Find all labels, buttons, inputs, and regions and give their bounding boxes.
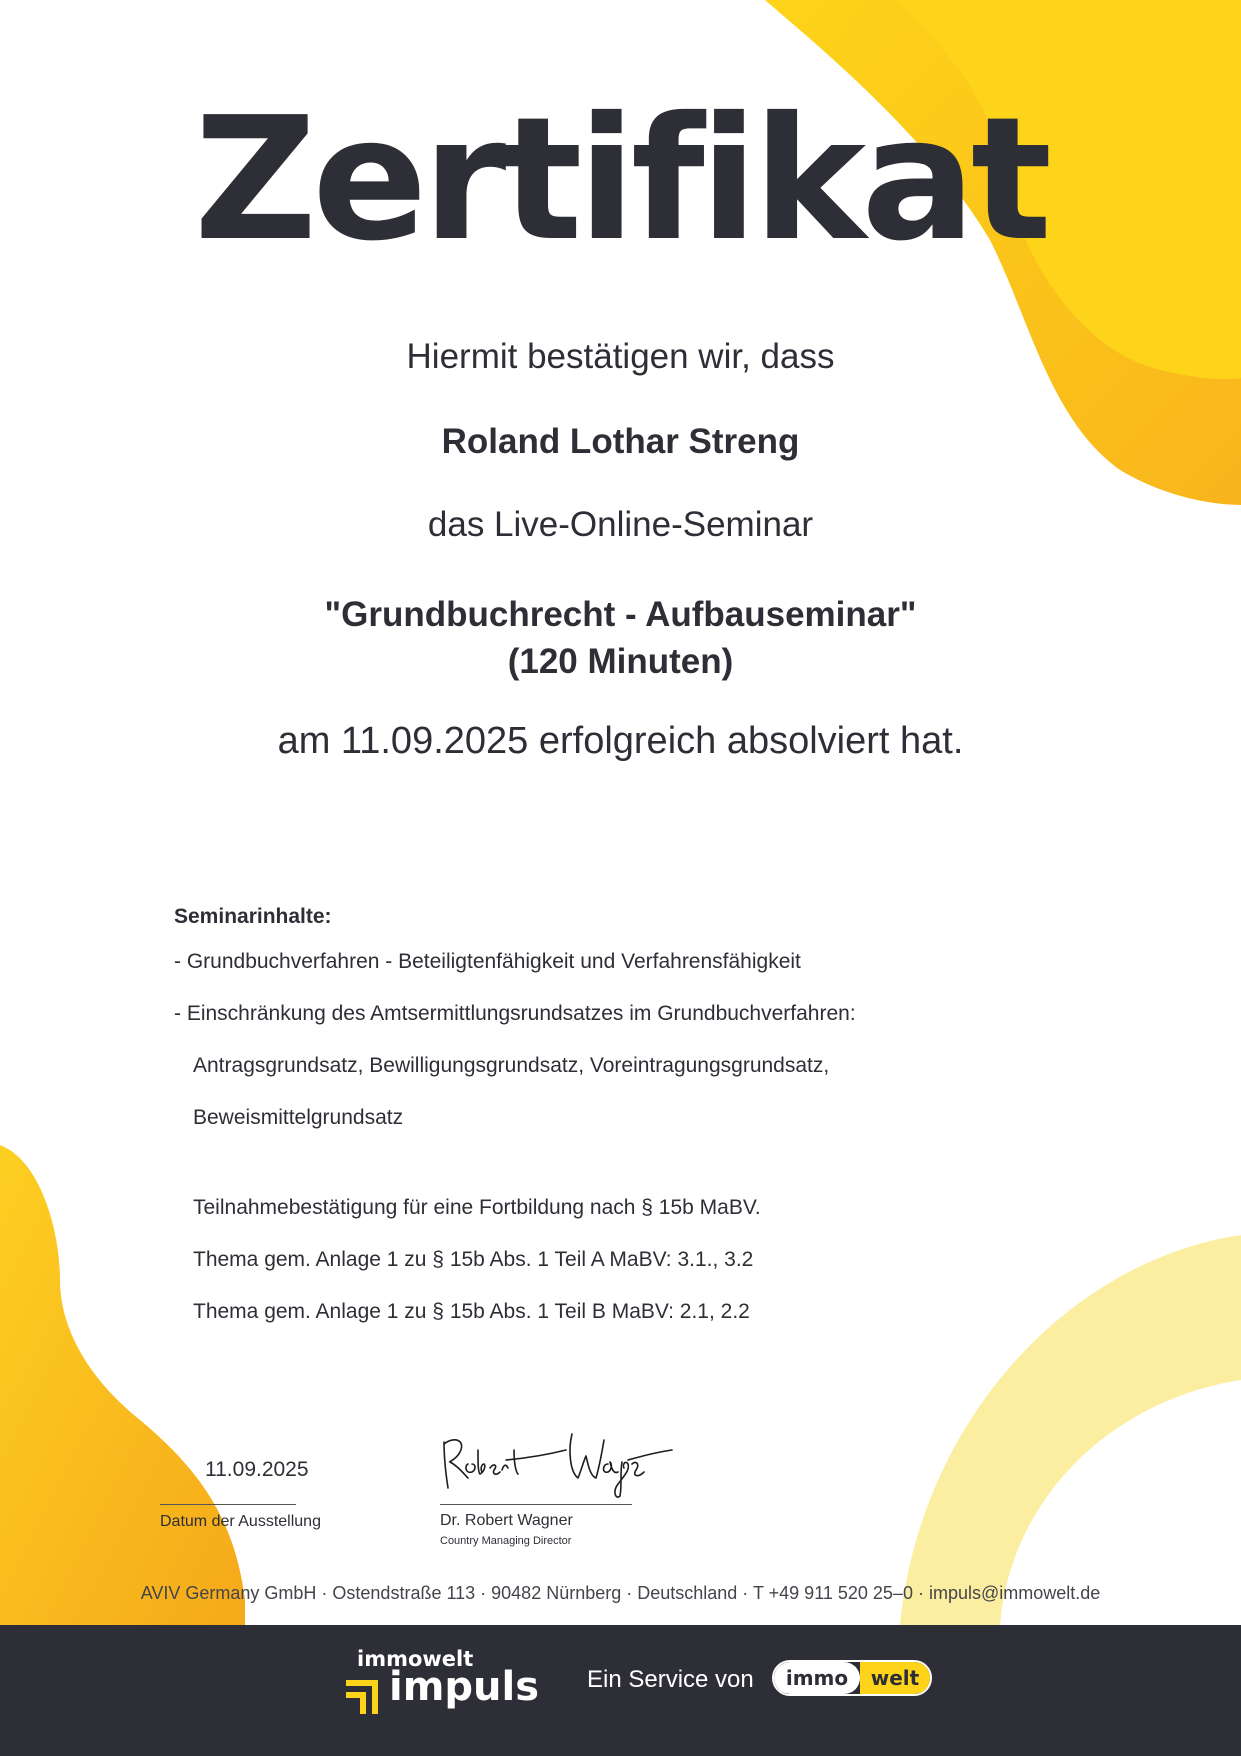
certificate-title: Zertifikat [193,81,1048,279]
content-item: Beweismittelgrundsatz [193,1106,404,1129]
seminar-title: "Grundbuchrecht - Aufbauseminar" [324,595,917,634]
issue-date-line [160,1504,296,1505]
training-note: Thema gem. Anlage 1 zu § 15b Abs. 1 Teil B MaBV: 2.1, 2.2 [193,1300,750,1323]
seminar-title-block [0,591,1241,685]
badge-left-text: immo [774,1662,860,1694]
signature-image [432,1420,677,1505]
content-item: - Grundbuchverfahren - Beteiligtenfähigkeit und Verfahrensfähigkeit [174,950,801,973]
footer-bar [0,1625,1241,1756]
seminar-contents [174,905,1074,1349]
training-note: Thema gem. Anlage 1 zu § 15b Abs. 1 Teil A MaBV: 3.1., 3.2 [193,1248,754,1271]
signer-role: Country Managing Director [440,1535,572,1547]
completion-text: am 11.09.2025 erfolgreich absolviert hat. [277,720,964,762]
signer-name: Dr. Robert Wagner [440,1512,573,1529]
immowelt-badge [772,1660,932,1696]
signature-line [440,1504,632,1505]
service-text: Ein Service von [587,1666,754,1693]
impuls-logo-icon [345,1677,385,1717]
contents-heading: Seminarinhalte: [174,905,332,928]
badge-right-text: welt [860,1662,930,1694]
logo-brand-main: impuls [389,1664,540,1710]
issue-date-label: Datum der Ausstellung [160,1513,321,1530]
seminar-type: das Live-Online-Seminar [427,505,814,544]
company-address: AVIV Germany GmbH · Ostendstraße 113 · 90482 Nürnberg · Deutschland · T +49 911 520 25–0 · impuls@immowelt.de [140,1583,1101,1603]
training-note: Teilnahmebestätigung für eine Fortbildung nach § 15b MaBV. [193,1196,761,1219]
logo-brand-top: immowelt [357,1647,474,1671]
seminar-duration: (120 Minuten) [507,642,734,681]
participant-name: Roland Lothar Streng [441,422,800,461]
content-item: - Einschränkung des Amtsermittlungsrundsatzes im Grundbuchverfahren: [174,1002,856,1025]
issue-date: 11.09.2025 [205,1458,309,1481]
content-item: Antragsgrundsatz, Bewilligungsgrundsatz, Voreintragungsgrundsatz, [193,1054,830,1077]
intro-text: Hiermit bestätigen wir, dass [406,337,835,376]
